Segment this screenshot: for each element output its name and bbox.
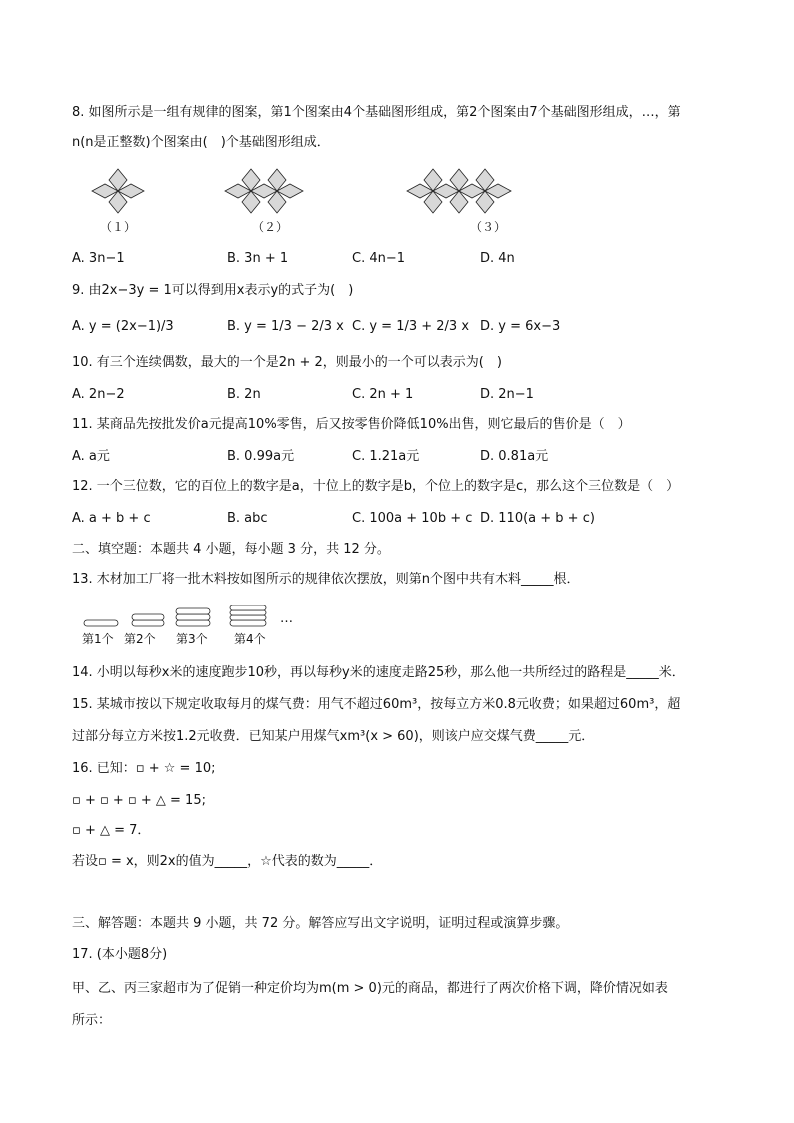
q8-stem-line1: 8. 如图所示是一组有规律的图案，第1个图案由4个基础图形组成，第2个图案由7个基础图形组成，…，第	[72, 105, 681, 120]
log-stack-3	[176, 608, 210, 626]
log-stack-4	[230, 605, 266, 626]
q11-option-c: C. 1.21a元	[352, 449, 420, 464]
q12-option-d: D. 110(a + b + c)	[480, 511, 595, 526]
q8-fig-label-2: （２）	[252, 220, 289, 234]
q12-option-c: C. 100a + 10b + c	[352, 511, 473, 526]
q17-line2: 所示：	[72, 1013, 112, 1028]
q11-stem: 11. 某商品先按批发价a元提高10%零售，后又按零售价降低10%出售，则它最后的售价是（ ）	[72, 417, 631, 432]
log-stack-2	[132, 614, 164, 626]
q13-fig-label-1: 第1个	[82, 632, 114, 646]
q13-fig-label-3: 第3个	[176, 632, 208, 646]
q8-stem-line2: n(n是正整数)个图案由( )个基础图形组成．	[72, 135, 330, 150]
q15-stem-line2: 过部分每立方米按1.2元收费．已知某户用煤气xm³(x > 60)，则该户应交煤气费_____元．	[72, 729, 595, 744]
q10-option-a: A. 2n−2	[72, 387, 125, 402]
q8-pattern-figure	[76, 166, 596, 236]
q13-stem: 13. 木材加工厂将一批木料按如图所示的规律依次摆放，则第n个图中共有木料_____根．	[72, 572, 580, 587]
q12-option-a: A. a + b + c	[72, 511, 151, 526]
q9-option-a: A. y = (2x−1)/3	[72, 319, 174, 334]
q17-line1: 甲、乙、丙三家超市为了促销一种定价均为m(m > 0)元的商品，都进行了两次价格下调，降价情况如表	[72, 981, 668, 996]
section-3-heading: 三、解答题：本题共 9 小题，共 72 分。解答应写出文字说明，证明过程或演算步骤。	[72, 916, 569, 931]
pattern-2	[225, 169, 303, 213]
q11-option-b: B. 0.99a元	[227, 449, 295, 464]
q9-option-c: C. y = 1/3 + 2/3 x	[352, 319, 470, 334]
q12-stem: 12. 一个三位数，它的百位上的数字是a，十位上的数字是b，个位上的数字是c，那么这个三位数是（ ）	[72, 479, 680, 494]
q13-ellipsis: …	[280, 611, 293, 626]
q12-option-b: B. abc	[227, 511, 268, 526]
q16-line2: ▫ + ▫ + ▫ + △ = 15;	[72, 793, 206, 808]
pattern-1	[92, 169, 144, 213]
q14-stem: 14. 小明以每秒x米的速度跑步10秒，再以每秒y米的速度走路25秒，那么他一共所经过的路程是_____米．	[72, 665, 685, 680]
q16-line1: 16. 已知：▫ + ☆ = 10;	[72, 761, 216, 776]
q16-line4: 若设▫ = x，则2x的值为_____，☆代表的数为_____．	[72, 854, 383, 869]
section-2-heading: 二、填空题：本题共 4 小题，每小题 3 分，共 12 分。	[72, 542, 390, 557]
q8-fig-label-1: （１）	[100, 220, 137, 234]
q17-title: 17. (本小题8分)	[72, 947, 168, 962]
q8-option-a: A. 3n−1	[72, 251, 125, 266]
q9-option-b: B. y = 1/3 − 2/3 x	[227, 319, 344, 334]
q8-option-d: D. 4n	[480, 251, 515, 266]
q13-fig-label-2: 第2个	[124, 632, 156, 646]
q15-stem-line1: 15. 某城市按以下规定收取每月的煤气费：用气不超过60m³，按每立方米0.8元收费；如果超过60m³，超	[72, 697, 681, 712]
q10-option-d: D. 2n−1	[480, 387, 534, 402]
q11-option-d: D. 0.81a元	[480, 449, 549, 464]
q8-option-c: C. 4n−1	[352, 251, 406, 266]
q16-line3: ▫ + △ = 7．	[72, 823, 151, 838]
q11-option-a: A. a元	[72, 449, 110, 464]
log-stack-1	[84, 620, 118, 626]
q10-stem: 10. 有三个连续偶数，最大的一个是2n + 2，则最小的一个可以表示为( )	[72, 355, 502, 370]
q10-option-b: B. 2n	[227, 387, 261, 402]
q10-option-c: C. 2n + 1	[352, 387, 414, 402]
pattern-3	[407, 169, 511, 213]
q13-fig-label-4: 第4个	[234, 632, 266, 646]
q8-option-b: B. 3n + 1	[227, 251, 289, 266]
q9-option-d: D. y = 6x−3	[480, 319, 561, 334]
q8-fig-label-3: （３）	[470, 220, 507, 234]
q9-stem: 9. 由2x−3y = 1可以得到用x表示y的式子为( )	[72, 283, 354, 298]
